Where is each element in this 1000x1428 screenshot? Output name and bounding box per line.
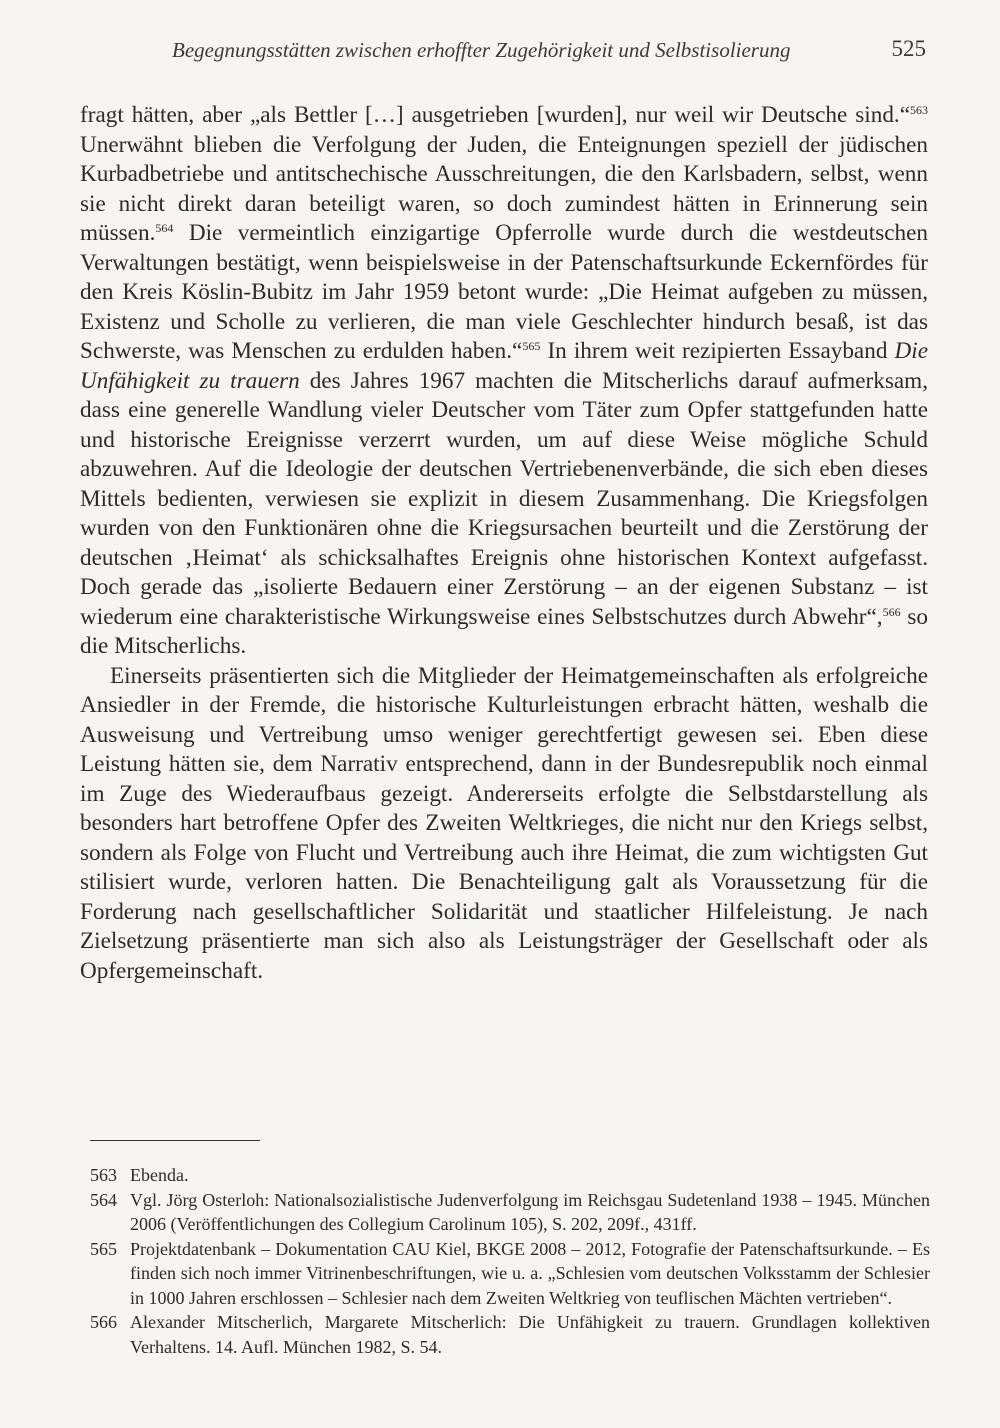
footnote-text: Projektdatenbank – Dokumentation CAU Kiel, BKGE 2008 – 2012, Fotografie der Patenschaftsurkunde. – Es finden sich noch immer Vitrinenbeschriftungen, wie u. a. „Schlesien vom deutschen Volksstamm der Schlesier in 1000 Jahren erschlossen – Schlesier nach dem Zweiten Weltkrieg von teuflischen Mächten vertrieben“. — [130, 1238, 930, 1308]
text-run: Die vermeintlich einzigartige Opferrolle wurde durch die westdeutschen Verwaltungen bestätigt, wenn beispielsweise in der Patenschaftsurkunde Eckernfördes für den Kreis Köslin-Bubitz im Jahr 1959 betont wurde: „Die Heimat aufgeben zu müssen, Existenz und Scholle zu verlieren, die man viele Geschlechter hindurch besaß, ist das Schwerste, was Menschen zu erdulden haben.“ — [80, 220, 928, 364]
book-title: Die Unfähigkeit zu trauern — [80, 338, 928, 394]
body-text — [80, 101, 928, 986]
footnote-text: Alexander Mitscherlich, Margarete Mitscherlich: Die Unfähigkeit zu trauern. Grundlagen kollektiven Verhaltens. 14. Aufl. München 1982, S. 54. — [130, 1312, 930, 1357]
footnote-number: 566 — [90, 1312, 117, 1332]
text-run: so die Mitscherlichs. — [80, 603, 928, 659]
text-run: fragt hätten, aber „als Bettler […] ausgetrieben [wurden], nur weil wir Deutsche sind.“ — [80, 102, 910, 128]
text-run: Unerwähnt blieben die Verfolgung der Juden, die Enteignungen speziell der jüdischen Kurbadbetriebe und antitschechische Ausschreitungen, die den Karlsbadern, selbst, wenn sie nicht direkt daran beteiligt waren, so doch zumindest hätten in Erinnerung sein müssen. — [80, 131, 928, 246]
footnote-number: 565 — [90, 1238, 117, 1259]
text-run: In ihrem weit rezipierten Essayband — [540, 338, 895, 364]
footnote-text: Ebenda. — [130, 1165, 189, 1185]
footnote-number: 563 — [90, 1165, 117, 1185]
running-head — [80, 34, 930, 74]
footnote-ref: 564 — [155, 221, 174, 235]
page-number: 525 — [891, 36, 926, 61]
footnotes — [90, 1163, 930, 1359]
footnote — [90, 1188, 930, 1237]
paragraph-1 — [80, 101, 928, 662]
footnote-ref: 566 — [882, 604, 901, 619]
footnote-text: Vgl. Jörg Osterloh: Nationalsozialistische Judenverfolgung im Reichsgau Sudetenland 1938 – 1945. München 2006 (Veröffentlichungen des Collegium Carolinum 105), S. 202, 209f., 431ff. — [130, 1189, 930, 1234]
footnote — [90, 1163, 930, 1188]
footnote-ref: 565 — [522, 339, 541, 353]
running-title: Begegnungsstätten zwischen erhoffter Zugehörigkeit und Selbstisolierung — [172, 38, 791, 62]
footnote — [90, 1310, 930, 1359]
footnote-rule — [90, 1140, 260, 1141]
footnote-number: 564 — [90, 1189, 117, 1210]
paragraph-2: Einerseits präsentierten sich die Mitglieder der Heimatgemeinschaften als erfolgreiche Ansiedler in der Fremde, die historische Kulturleistungen erbracht hätten, weshalb die Ausweisung und Vertreibung umso weniger gerechtfertigt gewesen sei. Eben diese Leistung hätten sie, dem Narrativ entsprechend, dann in der Bundesrepublik noch einmal im Zuge des Wiederaufbaus gezeigt. Andererseits erfolgte die Selbstdarstellung als besonders hart betroffene Opfer des Zweiten Weltkrieges, die nicht nur den Kriegs selbst, sondern als Folge von Flucht und Vertreibung auch ihre Heimat, die zum wichtigsten Gut stilisiert wurde, verloren hatten. Die Benachteiligung galt als Voraussetzung für die Forderung nach gesellschaftlicher Solidarität und staatlicher Hilfeleistung. Je nach Zielsetzung präsentierte man sich also als Leistungsträger der Gesellschaft oder als Opfergemeinschaft. — [80, 662, 928, 984]
footnote-ref: 563 — [910, 103, 928, 117]
footnote — [90, 1237, 930, 1311]
text-run: des Jahres 1967 machten die Mitscherlichs darauf aufmerksam, dass eine generelle Wandlung vieler Deutscher vom Täter zum Opfer stattgefunden hatte und historische Ereignisse verzerrt wurden, um auf diese Weise mögliche Schuld abzuwehren. Auf die Ideologie der deutschen Vertriebenenverbände, die sich eben dieses Mittels bedienten, verwiesen sie explizit in diesem Zusammenhang. Die Kriegsfolgen wurden von den Funktionären ohne die Kriegsursachen beurteilt und die Zerstörung der deutschen ‚Heimat‘ als schicksalhaftes Ereignis ohne historischen Kontext aufgefasst. Doch gerade das „isolierte Bedauern einer Zerstörung – an der eigenen Substanz – ist wiederum eine charakteristische Wirkungsweise eines Selbstschutzes durch Abwehr“, — [80, 367, 928, 630]
